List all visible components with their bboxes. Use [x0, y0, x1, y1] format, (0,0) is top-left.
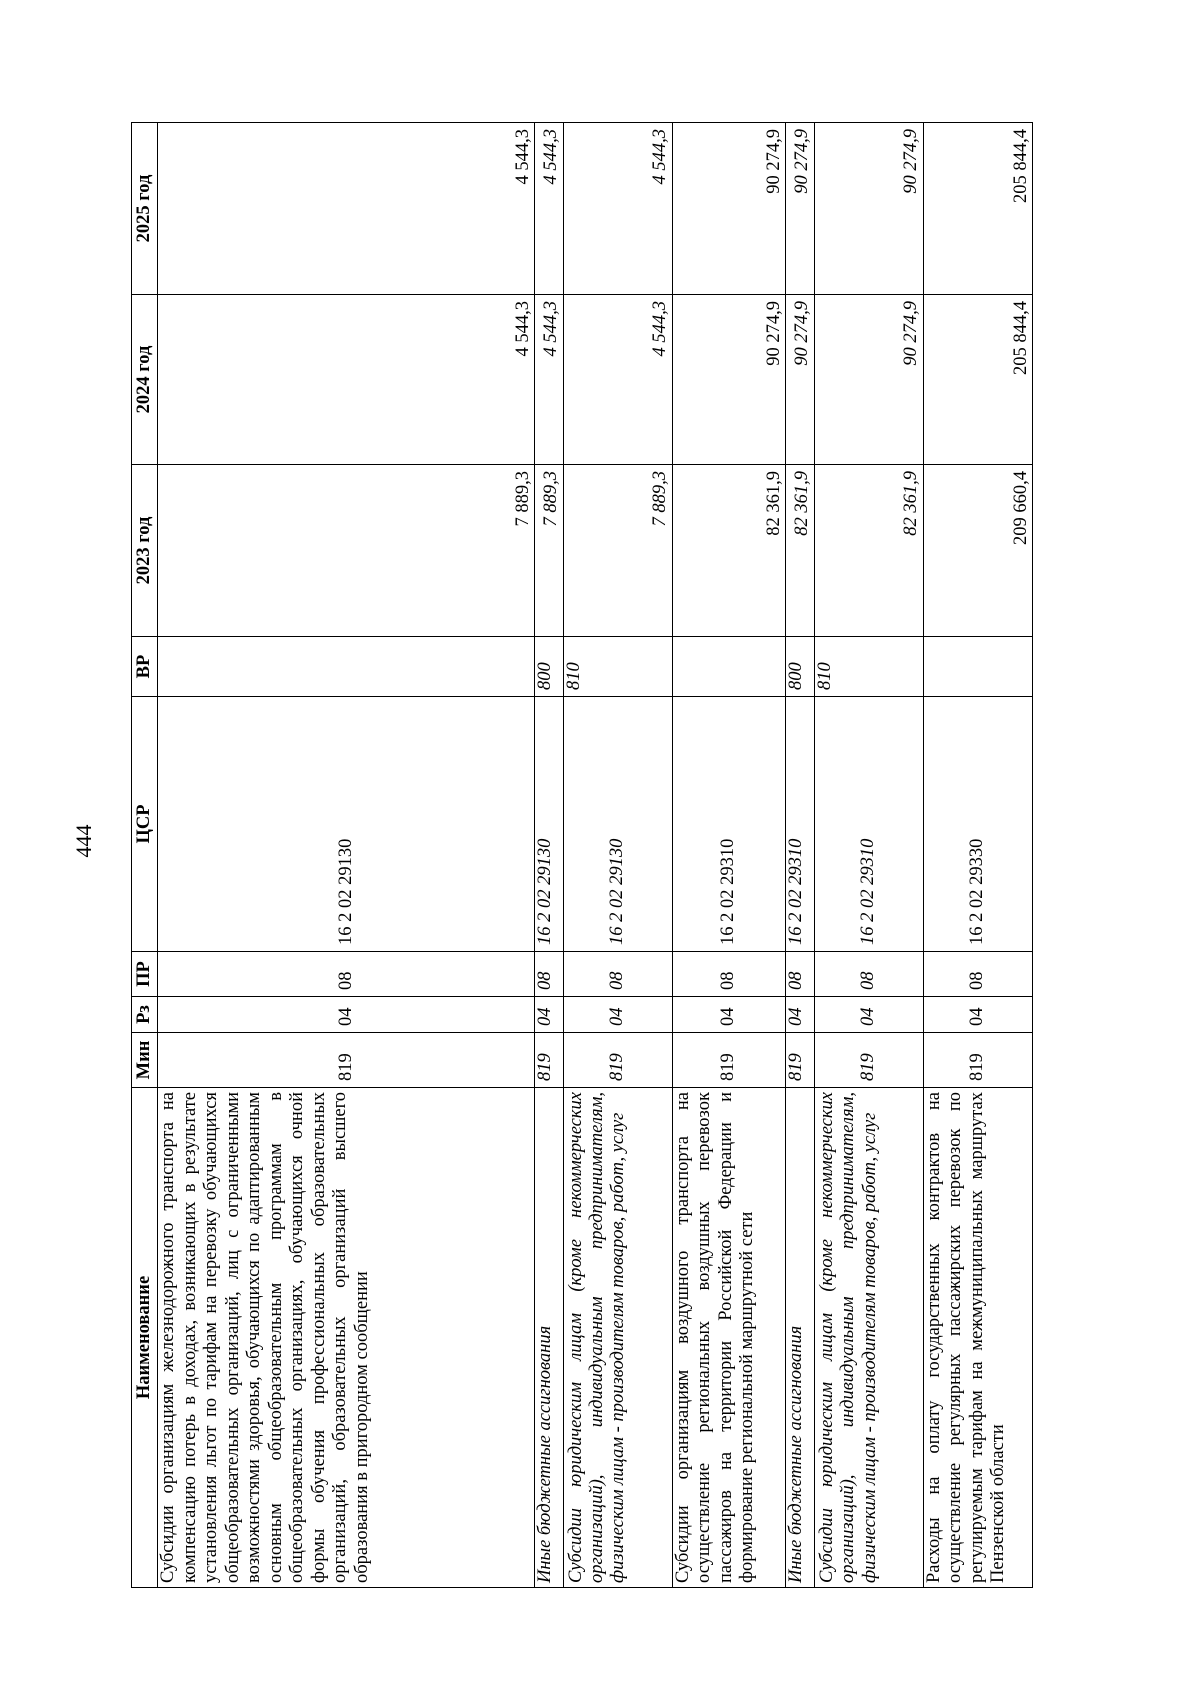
row-vr	[923, 637, 1032, 697]
row-pr: 08	[672, 952, 786, 997]
row-rz: 04	[814, 997, 923, 1033]
col-header-vr: ВР	[132, 637, 158, 697]
col-header-min: Мин	[132, 1033, 158, 1088]
row-2024: 90 274,9	[672, 295, 786, 465]
row-pr: 08	[535, 952, 563, 997]
row-2025: 4 544,3	[535, 123, 563, 295]
row-2024: 4 544,3	[158, 295, 535, 465]
row-2025: 4 544,3	[563, 123, 672, 295]
row-name: Иные бюджетные ассигнования	[535, 1088, 563, 1588]
table-row	[923, 123, 1032, 1588]
row-name: Субсидии организациям воздушного транспорта на осуществление региональных воздушных перевозок пассажиров на территории Российской Федерации и формирование региональной маршрутной сети	[672, 1088, 786, 1588]
row-vr: 800	[786, 637, 814, 697]
row-csr: 16 2 02 29130	[158, 697, 535, 952]
row-min: 819	[563, 1033, 672, 1088]
row-pr: 08	[814, 952, 923, 997]
row-2025: 4 544,3	[158, 123, 535, 295]
row-rz: 04	[158, 997, 535, 1033]
row-2024: 4 544,3	[535, 295, 563, 465]
row-name: Расходы на оплату государственных контрактов на осуществление регулярных пассажирских перевозок по регулируемым тарифам на межмуниципальных маршрутах Пензенской области	[923, 1088, 1032, 1588]
row-2023: 7 889,3	[535, 465, 563, 637]
row-2024: 4 544,3	[563, 295, 672, 465]
row-rz: 04	[672, 997, 786, 1033]
row-vr	[672, 637, 786, 697]
col-header-2025: 2025 год	[132, 123, 158, 295]
row-2023: 82 361,9	[672, 465, 786, 637]
row-csr: 16 2 02 29310	[786, 697, 814, 952]
row-rz: 04	[786, 997, 814, 1033]
table-row	[814, 123, 923, 1588]
row-vr	[158, 637, 535, 697]
row-2025: 90 274,9	[814, 123, 923, 295]
row-min: 819	[923, 1033, 1032, 1088]
row-rz: 04	[535, 997, 563, 1033]
row-csr: 16 2 02 29330	[923, 697, 1032, 952]
col-header-rz: Рз	[132, 997, 158, 1033]
row-2024: 90 274,9	[814, 295, 923, 465]
table-row	[672, 123, 786, 1588]
row-csr: 16 2 02 29130	[535, 697, 563, 952]
row-name: Субсидии юридическим лицам (кроме некоммерческих организаций), индивидуальным предпринимателям, физическим лицам - производителям товаров, работ, услуг	[814, 1088, 923, 1588]
col-header-2024: 2024 год	[132, 295, 158, 465]
row-rz: 04	[563, 997, 672, 1033]
row-min: 819	[158, 1033, 535, 1088]
row-vr: 800	[535, 637, 563, 697]
row-2023: 7 889,3	[563, 465, 672, 637]
row-2023: 82 361,9	[814, 465, 923, 637]
budget-table	[131, 122, 1033, 1588]
row-2023: 7 889,3	[158, 465, 535, 637]
row-pr: 08	[786, 952, 814, 997]
row-name: Иные бюджетные ассигнования	[786, 1088, 814, 1588]
table-row	[535, 123, 563, 1588]
row-vr: 810	[814, 637, 923, 697]
row-2023: 209 660,4	[923, 465, 1032, 637]
row-vr: 810	[563, 637, 672, 697]
row-pr: 08	[563, 952, 672, 997]
row-csr: 16 2 02 29310	[672, 697, 786, 952]
col-header-name: Наименование	[132, 1088, 158, 1588]
row-2024: 90 274,9	[786, 295, 814, 465]
header-row	[132, 123, 158, 1588]
page-number: 444	[71, 824, 96, 858]
row-2024: 205 844,4	[923, 295, 1032, 465]
row-2025: 205 844,4	[923, 123, 1032, 295]
row-2025: 90 274,9	[672, 123, 786, 295]
row-rz: 04	[923, 997, 1032, 1033]
row-2023: 82 361,9	[786, 465, 814, 637]
row-csr: 16 2 02 29310	[814, 697, 923, 952]
row-name: Субсидии организациям железнодорожного транспорта на компенсацию потерь в доходах, возникающих в результате установления льгот по тарифам на перевозку обучающихся общеобразовательных организаций, лиц с ограниченными возможностями здоровья, обучающихся по адаптированным основным общеобразовательным программам в общеобразовательных организациях, обучающихся очной формы обучения профессиональных образовательных организаций, образовательных организаций высшего образования в пригородном сообщении	[158, 1088, 535, 1588]
row-csr: 16 2 02 29130	[563, 697, 672, 952]
row-pr: 08	[923, 952, 1032, 997]
rotated-table-wrapper	[131, 123, 1033, 1588]
table-row	[563, 123, 672, 1588]
row-2025: 90 274,9	[786, 123, 814, 295]
row-name: Субсидии юридическим лицам (кроме некоммерческих организаций), индивидуальным предпринимателям, физическим лицам - производителям товаров, работ, услуг	[563, 1088, 672, 1588]
table-row	[786, 123, 814, 1588]
col-header-csr: ЦСР	[132, 697, 158, 952]
col-header-pr: ПР	[132, 952, 158, 997]
row-min: 819	[672, 1033, 786, 1088]
row-min: 819	[814, 1033, 923, 1088]
row-pr: 08	[158, 952, 535, 997]
row-min: 819	[535, 1033, 563, 1088]
table-row	[158, 123, 535, 1588]
col-header-2023: 2023 год	[132, 465, 158, 637]
row-min: 819	[786, 1033, 814, 1088]
